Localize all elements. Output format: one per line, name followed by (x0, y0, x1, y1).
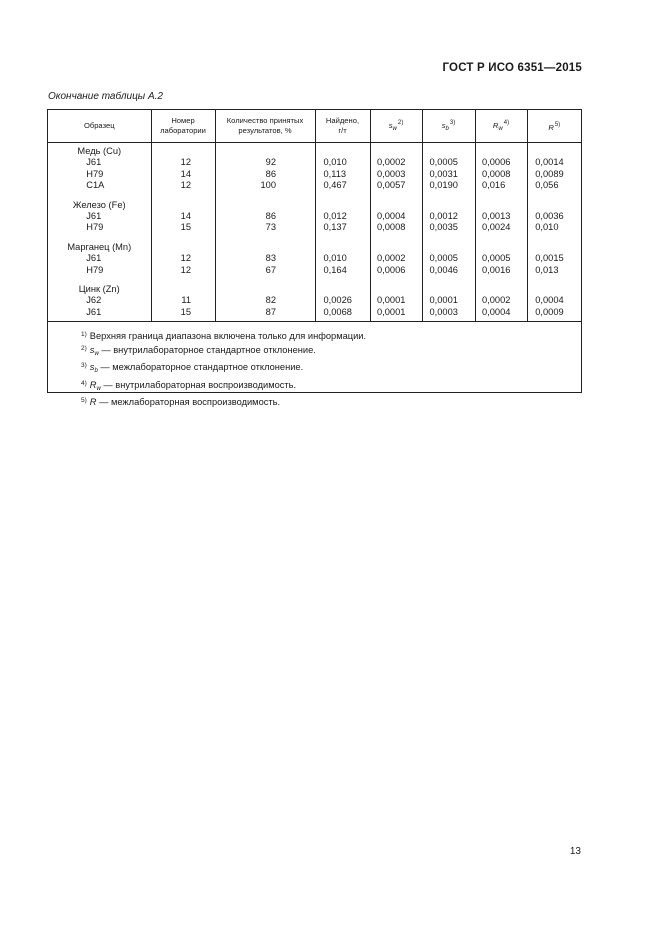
table-body (48, 143, 581, 322)
footnote-symbol: s (89, 362, 95, 373)
cell-found: 0,0026 (315, 295, 370, 306)
page-number: 13 (569, 846, 581, 857)
footnote (81, 343, 366, 361)
cell-r: 0,013 (535, 264, 559, 275)
cell-count: 100 (215, 180, 315, 191)
group-name: Цинк (Zn) (48, 284, 151, 295)
col-header-rw: $R_w^{4)}$ (475, 110, 527, 143)
cell-sb: 0,0012 (422, 211, 475, 222)
cell-sample: J61 (48, 157, 151, 168)
cell-r: 0,0009 (535, 306, 564, 317)
group-name: Медь (Cu) (48, 146, 151, 157)
cell-rw: 0,0004 (475, 307, 527, 318)
col-header-results-count: Количество принятых результатов, % (215, 110, 315, 143)
cell-r: 0,0004 (535, 295, 564, 306)
cell-r: 0,010 (535, 222, 559, 233)
cell-sb: 0,0005 (422, 253, 475, 264)
col-header-sb: $s_b^{3)}$ (422, 110, 475, 143)
table-row (48, 295, 581, 306)
footnote-subscript: w (94, 350, 99, 357)
footnote (81, 378, 366, 396)
table-header-row (48, 110, 581, 143)
cell-sample: J61 (48, 211, 151, 222)
group-row (48, 200, 581, 211)
cell-count: 82 (215, 295, 315, 306)
col-header-found: Найдено, г/т (315, 110, 370, 143)
cell-sw: 0,0001 (370, 307, 422, 318)
cell-lab: 12 (151, 265, 215, 276)
footnote-mark: 4) (81, 379, 87, 387)
cell-sample: H79 (48, 169, 151, 180)
table-row (48, 222, 581, 233)
cell-rw: 0,0016 (475, 265, 527, 276)
cell-rw: 0,0024 (475, 222, 527, 233)
table-spacer (48, 192, 581, 200)
footnotes (81, 329, 366, 409)
footnote-symbol: s (89, 344, 95, 355)
cell-count: 92 (215, 157, 315, 168)
cell-lab: 15 (151, 222, 215, 233)
col-header-sample: Образец (48, 110, 151, 143)
cell-r: 0,056 (535, 180, 559, 191)
cell-lab: 12 (151, 253, 215, 264)
footnote-symbol: R (89, 397, 97, 408)
cell-found: 0,0068 (315, 307, 370, 318)
footnote (81, 329, 366, 343)
cell-sample: J62 (48, 295, 151, 306)
cell-rw: 0,0002 (475, 295, 527, 306)
cell-sb: 0,0005 (422, 157, 475, 168)
table-spacer (48, 276, 581, 284)
group-row (48, 242, 581, 253)
footnote-subscript: w (96, 385, 101, 392)
table-row (48, 265, 581, 276)
cell-lab: 15 (151, 307, 215, 318)
cell-found: 0,467 (315, 180, 370, 191)
document-header: ГОСТ Р ИСО 6351—2015 (442, 62, 582, 74)
cell-found: 0,010 (315, 157, 370, 168)
cell-sb: 0,0035 (422, 222, 475, 233)
cell-r: 0,0089 (535, 168, 564, 179)
cell-rw: 0,016 (475, 180, 527, 191)
cell-found: 0,137 (315, 222, 370, 233)
footnote-text: Верхняя граница диапазона включена только для информации. (89, 331, 367, 341)
footnote-mark: 3) (81, 362, 87, 370)
cell-count: 87 (215, 307, 315, 318)
group-name: Железо (Fe) (48, 200, 151, 211)
cell-sb: 0,0190 (422, 180, 475, 191)
cell-sb: 0,0001 (422, 295, 475, 306)
table-row (48, 157, 581, 168)
cell-rw: 0,0008 (475, 169, 527, 180)
footnote-text: — внутрилабораторное стандартное отклонение. (98, 344, 316, 355)
cell-sw: 0,0002 (370, 157, 422, 168)
cell-sample: H79 (48, 222, 151, 233)
footnote-mark: 5) (81, 397, 87, 405)
table-row (48, 180, 581, 191)
col-header-sw: $s_w^{2)}$ (370, 110, 422, 143)
col-header-r: $R^{5)}$ (527, 110, 581, 143)
cell-r: 0,0036 (535, 211, 564, 222)
cell-lab: 14 (151, 211, 215, 222)
cell-lab: 14 (151, 169, 215, 180)
cell-count: 86 (215, 211, 315, 222)
table-row (48, 307, 581, 318)
cell-sb: 0,0003 (422, 307, 475, 318)
cell-lab: 11 (151, 295, 215, 306)
cell-sample: C1A (48, 180, 151, 191)
footnote-mark: 1) (81, 331, 87, 338)
cell-sw: 0,0008 (370, 222, 422, 233)
table-spacer (48, 318, 581, 322)
cell-found: 0,010 (315, 253, 370, 264)
footnote-text: — межлабораторное стандартное отклонение. (97, 362, 304, 373)
footnote (81, 395, 366, 409)
cell-lab: 12 (151, 180, 215, 191)
cell-r: 0,0014 (535, 157, 564, 168)
cell-count: 73 (215, 222, 315, 233)
cell-sw: 0,0057 (370, 180, 422, 191)
cell-sample: J61 (48, 253, 151, 264)
footnote-subscript: b (94, 368, 98, 375)
cell-sw: 0,0002 (370, 253, 422, 264)
data-table (48, 110, 581, 322)
footnote-text: — внутрилабораторная воспроизводимость. (100, 379, 297, 390)
cell-count: 83 (215, 253, 315, 264)
cell-sample: J61 (48, 307, 151, 318)
cell-found: 0,012 (315, 211, 370, 222)
footnote-symbol: R (89, 379, 97, 390)
table-caption: Окончание таблицы А.2 (48, 91, 163, 102)
cell-sw: 0,0004 (370, 211, 422, 222)
cell-rw: 0,0005 (475, 253, 527, 264)
cell-sw: 0,0001 (370, 295, 422, 306)
cell-rw: 0,0013 (475, 211, 527, 222)
cell-r: 0,0015 (535, 253, 564, 264)
footnote (81, 360, 366, 378)
cell-sb: 0,0046 (422, 265, 475, 276)
cell-found: 0,113 (315, 169, 370, 180)
cell-sb: 0,0031 (422, 169, 475, 180)
cell-count: 86 (215, 169, 315, 180)
footnote-mark: 2) (81, 344, 87, 352)
cell-rw: 0,0006 (475, 157, 527, 168)
table-row (48, 169, 581, 180)
cell-count: 67 (215, 265, 315, 276)
table-spacer (48, 234, 581, 242)
footnote-text: — межлабораторная воспроизводимость. (96, 397, 281, 408)
cell-lab: 12 (151, 157, 215, 168)
table-row (48, 253, 581, 264)
table-row (48, 211, 581, 222)
cell-sample: H79 (48, 265, 151, 276)
cell-sw: 0,0006 (370, 265, 422, 276)
group-row (48, 284, 581, 295)
group-row (48, 146, 581, 157)
data-table-frame (47, 109, 582, 408)
col-header-lab-number: Номер лаборатории (151, 110, 215, 143)
cell-sw: 0,0003 (370, 169, 422, 180)
cell-found: 0,164 (315, 265, 370, 276)
group-name: Марганец (Mn) (48, 242, 151, 253)
